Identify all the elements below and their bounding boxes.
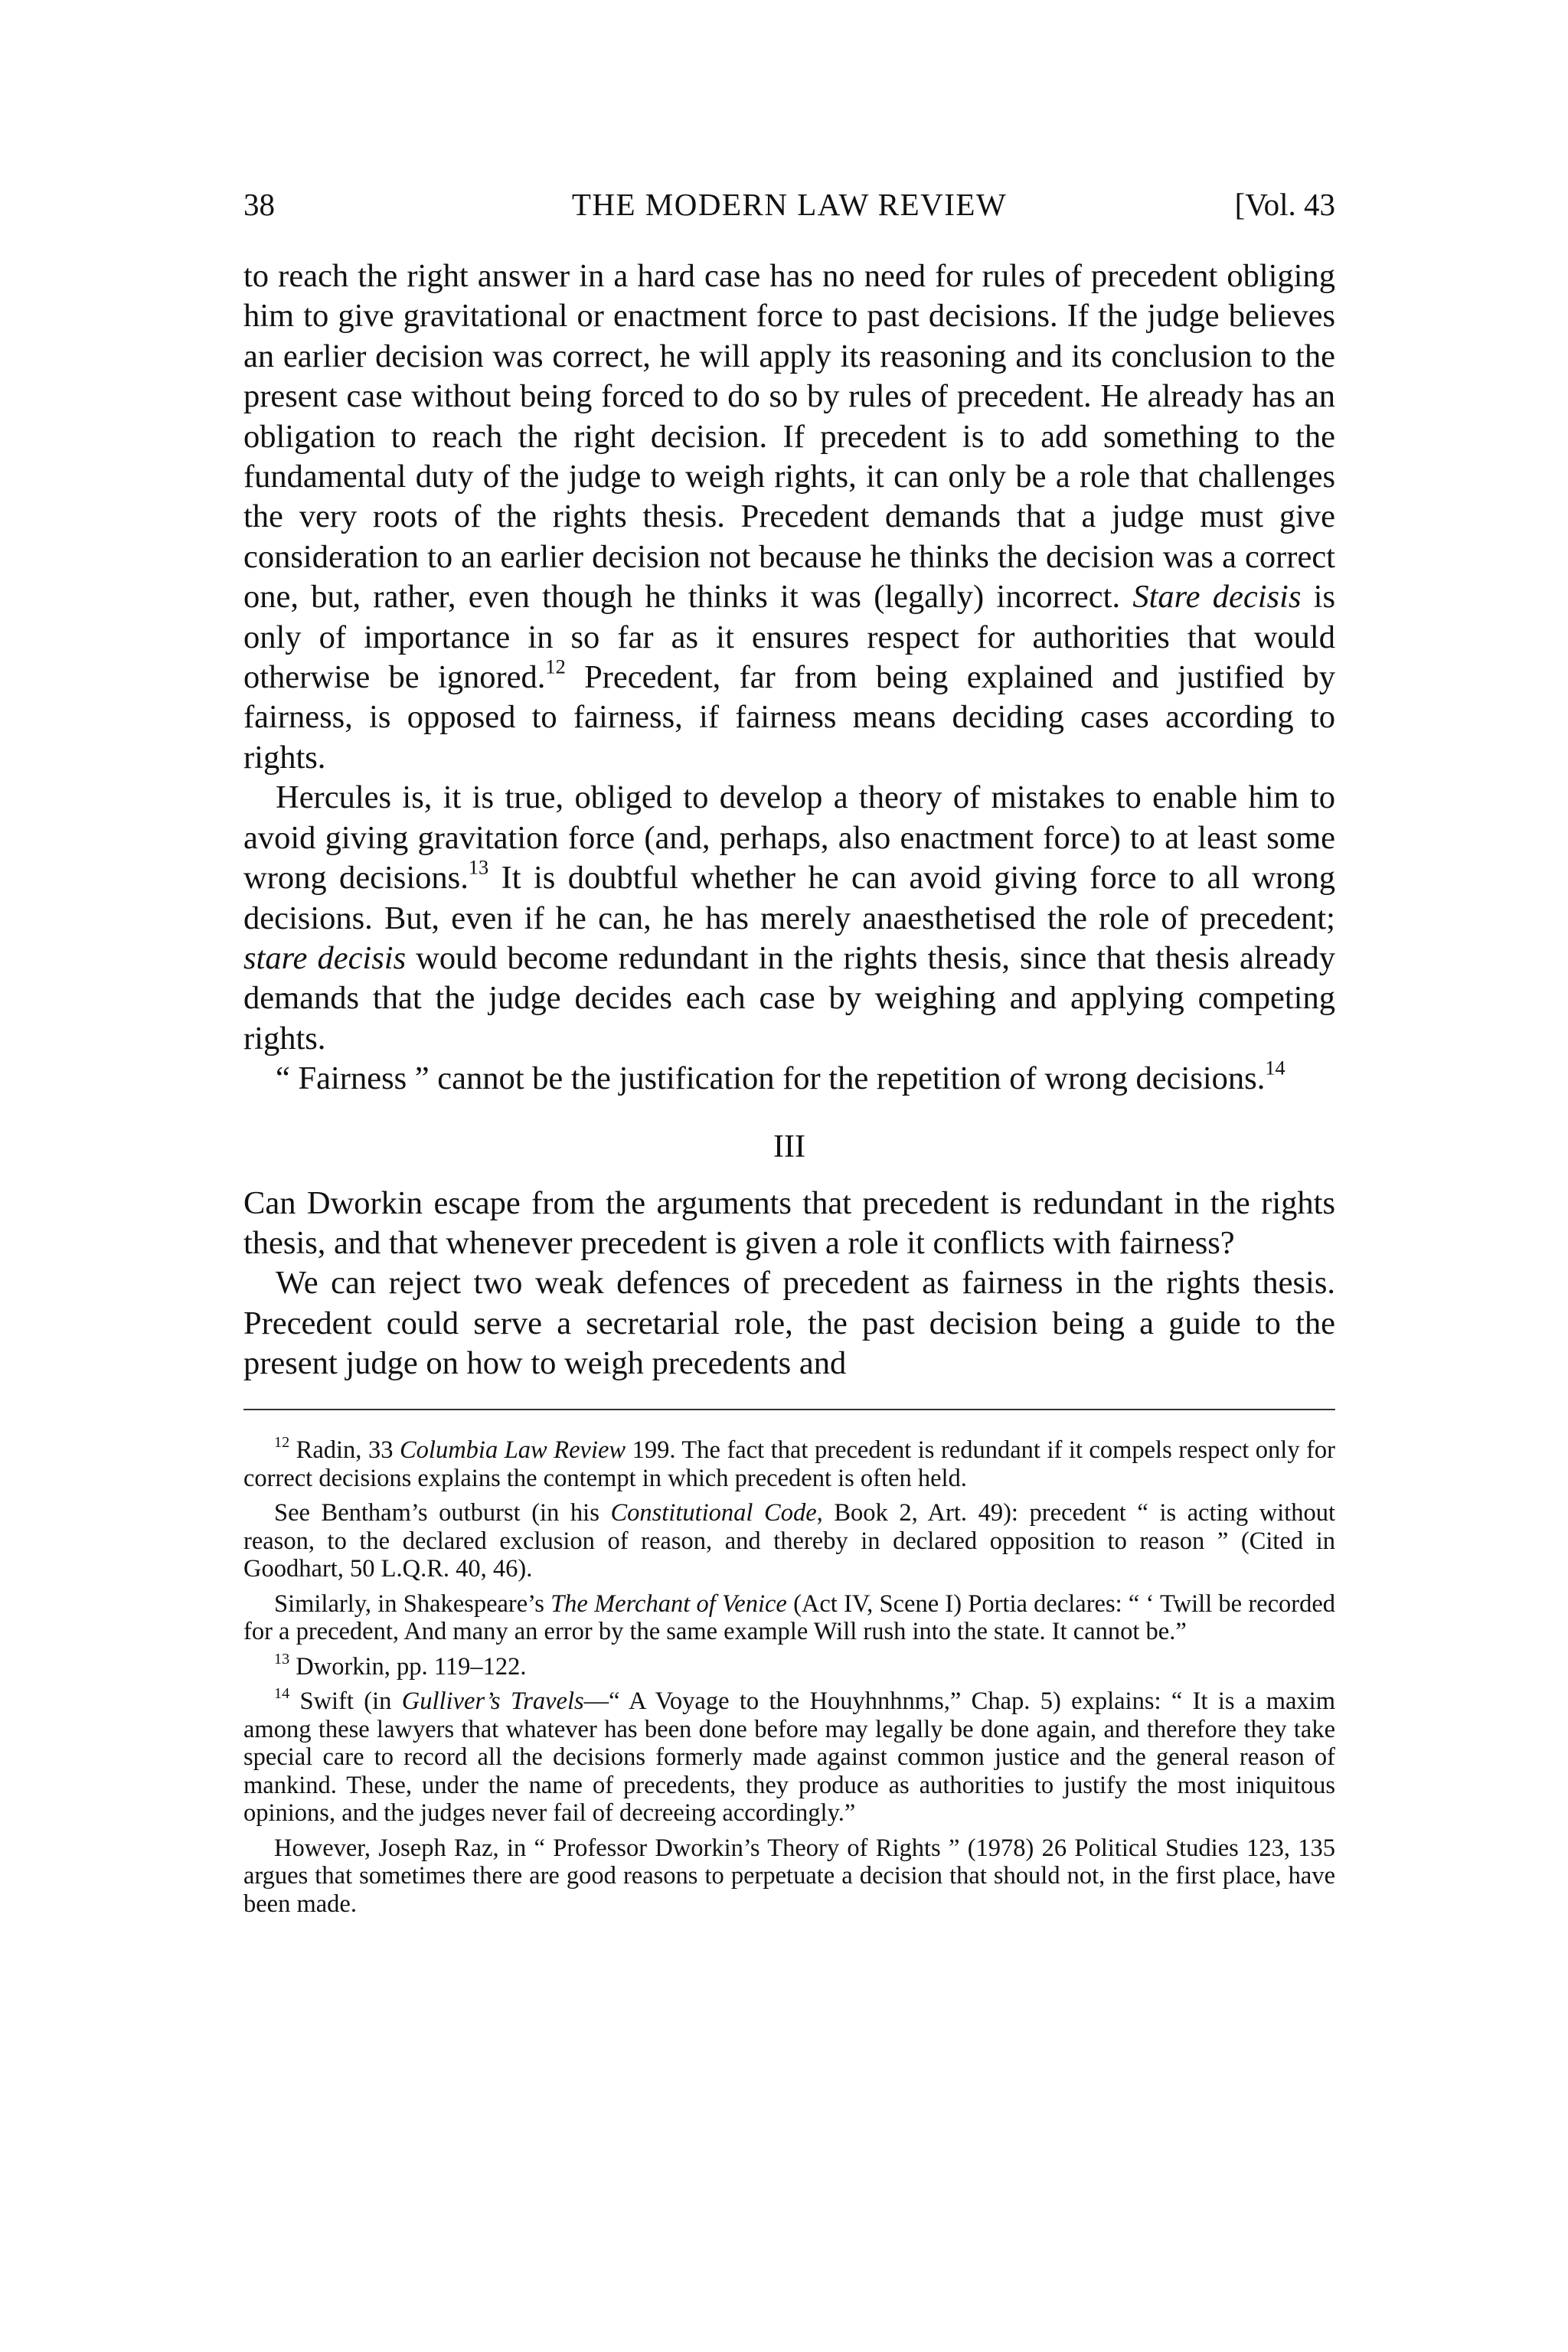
journal-title: THE MODERN LAW REVIEW <box>571 187 1008 222</box>
footnote-14: $^{14}$ Swift (in Gulliver’s Travels—“ A Voyage to the Houyhnhnms,” Chap. 5) explains: “ It is a maxim among these lawyers that whatever has been done before may legally be done again, and therefore they take special care to record all the decisions formerly made against common justice and the general reason of mankind. These, under the name of precedents, they produce as authorities to justify the most iniquitous opinions, and the judges never fail of decreeing accordingly.” <box>243 1684 1335 1827</box>
footnote-ref-13: 13 <box>468 856 489 879</box>
italic-stare-decisis: stare decisis <box>243 939 407 976</box>
running-header <box>243 178 1335 231</box>
section-heading: III <box>773 1129 805 1165</box>
footnote-12-continued: Similarly, in Shakespeare’s The Merchant of Venice (Act IV, Scene I) Portia declares: “ ‘ Twill be recorded for a precedent, And many an error by the same example Will rush into the state. It cannot be.” <box>243 1589 1335 1645</box>
footnote-12: $^{12}$ Radin, 33 Columbia Law Review 199. The fact that precedent is redundant if it compels respect only for correct decisions explains the contempt in which precedent is often held. <box>243 1433 1335 1492</box>
paragraph-3: “ Fairness ” cannot be the justification for the repetition of wrong decisions.$^{14}$ <box>276 1057 1285 1097</box>
footnotes <box>243 1433 1336 1925</box>
footnote-ref-12: 12 <box>545 655 566 678</box>
italic-stare-decisis: Stare decisis <box>1132 579 1302 616</box>
paragraph-1: to reach the right answer in a hard case has no need for rules of precedent obliging him to give gravitational or enactment force to past decisions. If the judge believes an earlier decision was correct, he will apply its reasoning and its conclusion to the present case without being forced to do so by rules of precedent. He already has an obligation to reach the right decision. If precedent is to add something to the fundamental duty of the judge to weigh rights, it can only be a role that challenges the very roots of the rights thesis. Precedent demands that a judge must give consideration to an earlier decision not because he thinks the decision was a correct one, but, rather, even though he thinks it was (legally) incorrect. Stare decisis is only of importance in so far as it ensures respect for authorities that would otherwise be ignored.$^{12}$ Precedent, far from being explained and justified by fairness, is opposed to fairness, if fairness means deciding cases according to rights. <box>243 258 1335 776</box>
footnote-ref-14: 14 <box>1265 1057 1285 1080</box>
footnote-13: $^{13}$ Dworkin, pp. 119–122. <box>274 1650 527 1681</box>
footnote-12-continued: See Bentham’s outburst (in his Constitutional Code, Book 2, Art. 49): precedent “ is acting without reason, to the declared exclusion of reason, and thereby in declared opposition to reason ” (Cited in Goodhart, 50 L.Q.R. 40, 46). <box>243 1499 1336 1583</box>
footnote-14-continued: However, Joseph Raz, in “ Professor Dworkin’s Theory of Rights ” (1978) 26 Political Studies 123, 135 argues that sometimes there are good reasons to perpetuate a decision that should not, in the first place, have been made. <box>243 1834 1335 1918</box>
volume-label: [Vol. 43 <box>1234 187 1335 222</box>
page-number: 38 <box>243 187 275 222</box>
paragraph-4: Can Dworkin escape from the arguments that precedent is redundant in the rights thesis, and that whenever precedent is given a role it conflicts with fairness? <box>243 1184 1335 1261</box>
footnote-divider <box>243 1409 1335 1410</box>
paragraph-2: Hercules is, it is true, obliged to develop a theory of mistakes to enable him to avoid giving gravitation force (and, perhaps, also enactment force) to at least some wrong decisions.$^{13}$ It is doubtful whether he can avoid giving force to all wrong decisions. But, even if he can, he has merely anaesthetised the role of precedent; stare decisis would become redundant in the rights thesis, since that thesis already demands that the judge decides each case by weighing and applying competing rights. <box>243 779 1335 1057</box>
paragraph-5: We can reject two weak defences of precedent as fairness in the rights thesis. Precedent could serve a secretarial role, the past decision being a guide to the present judge on how to weigh precedents and <box>243 1265 1335 1382</box>
body-text <box>243 256 1335 1384</box>
